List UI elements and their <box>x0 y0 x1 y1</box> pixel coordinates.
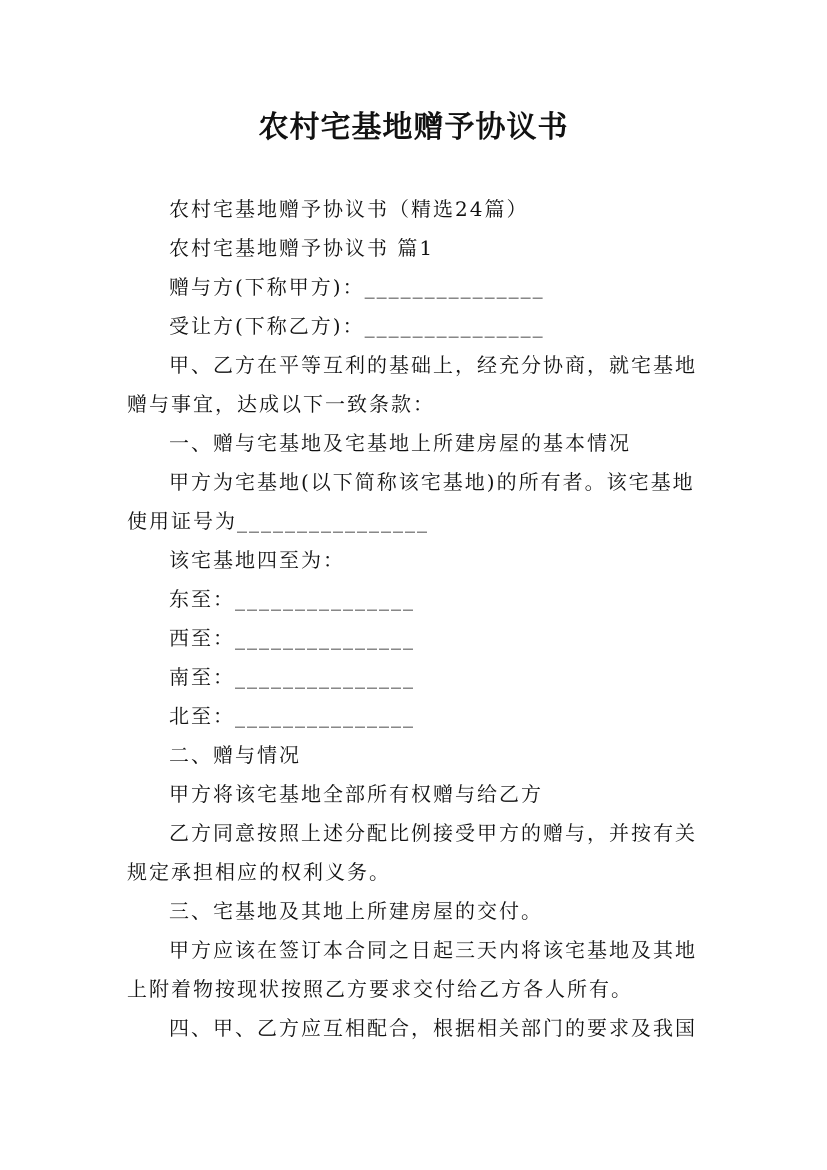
paragraph: 该宅基地四至为： <box>169 548 345 572</box>
paragraph: 北至：_______________ <box>169 704 415 728</box>
paragraph: 四、甲、乙方应互相配合，根据相关部门的要求及我国 <box>169 1016 697 1040</box>
paragraph: 一、赠与宅基地及宅基地上所建房屋的基本情况 <box>169 431 631 455</box>
paragraph: 三、宅基地及其地上所建房屋的交付。 <box>169 899 543 923</box>
paragraph: 农村宅基地赠予协议书（精选24篇） <box>169 197 529 221</box>
paragraph: 西至：_______________ <box>169 626 415 650</box>
paragraph: 东至：_______________ <box>169 587 415 611</box>
paragraph: 甲方应该在签订本合同之日起三天内将该宅基地及其地上附着物按现状按照乙方要求交付给乙方各人所有。 <box>127 938 697 1001</box>
paragraph: 南至：_______________ <box>169 665 415 689</box>
paragraph: 受让方(下称乙方)：_______________ <box>169 314 545 338</box>
document-title: 农村宅基地赠予协议书 <box>258 110 569 145</box>
paragraph: 甲、乙方在平等互利的基础上，经充分协商，就宅基地赠与事宜，达成以下一致条款： <box>127 353 697 416</box>
paragraph: 赠与方(下称甲方)：_______________ <box>169 275 545 299</box>
paragraph: 乙方同意按照上述分配比例接受甲方的赠与，并按有关规定承担相应的权利义务。 <box>127 821 697 884</box>
document-body <box>127 190 703 1048</box>
paragraph: 甲方将该宅基地全部所有权赠与给乙方 <box>169 782 543 806</box>
paragraph: 农村宅基地赠予协议书 篇1 <box>169 236 435 260</box>
paragraph: 甲方为宅基地(以下简称该宅基地)的所有者。该宅基地使用证号为________________ <box>127 470 695 533</box>
paragraph: 二、赠与情况 <box>169 743 301 767</box>
